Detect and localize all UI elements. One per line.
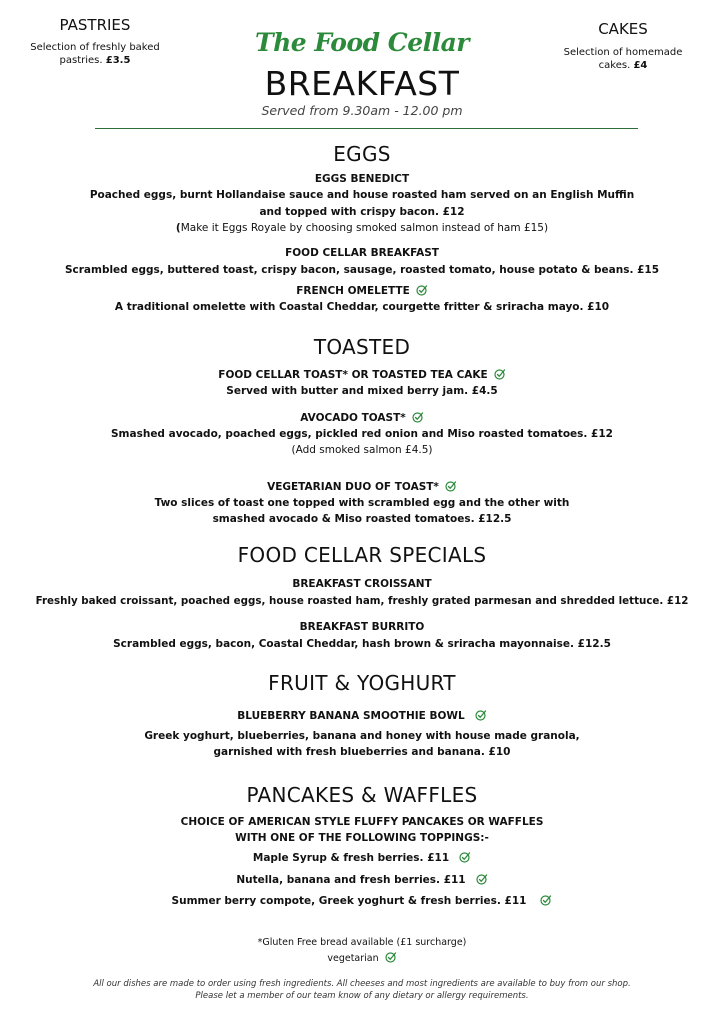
vegetarian-icon (494, 368, 506, 380)
served-hours: Served from 9.30am - 12.00 pm (261, 103, 463, 118)
page-title: BREAKFAST (264, 64, 460, 103)
section-eggs-heading: EGGS (333, 142, 391, 166)
item-vegetarian-duo (0, 480, 724, 493)
logo: The Food Cellar (255, 28, 469, 57)
item-vegetarian-duo-desc1: Two slices of toast one topped with scrambled egg and the other with (154, 497, 570, 509)
item-avocado-toast-note: (Add smoked salmon £4.5) (291, 444, 433, 456)
item-food-cellar-breakfast-name: FOOD CELLAR BREAKFAST (285, 247, 439, 259)
item-breakfast-croissant-name: BREAKFAST CROISSANT (292, 578, 432, 590)
item-breakfast-burrito-name: BREAKFAST BURRITO (299, 621, 425, 633)
footer-line2: Please let a member of our team know of any dietary or allergy requirements. (195, 991, 529, 1001)
item-smoothie-bowl (0, 709, 724, 722)
vegetarian-icon (540, 894, 552, 906)
vegetarian-legend-label: vegetarian (327, 953, 379, 964)
vegetarian-icon (416, 284, 428, 296)
pancake-topping-1: Maple Syrup & fresh berries. £11 (0, 851, 724, 866)
item-vegetarian-duo-desc2: smashed avocado & Miso roasted tomatoes. £12.5 (212, 513, 512, 525)
item-eggs-benedict-name: EGGS BENEDICT (314, 173, 410, 185)
item-breakfast-croissant-desc: Freshly baked croissant, poached eggs, house roasted ham, freshly grated parmesan and shredded lettuce. £12 (35, 595, 689, 607)
gluten-free-note: *Gluten Free bread available (£1 surcharge) (257, 937, 467, 948)
item-food-cellar-toast (0, 368, 724, 381)
item-eggs-benedict-desc1: Poached eggs, burnt Hollandaise sauce and house roasted ham served on an English Muffin (89, 189, 635, 201)
item-eggs-benedict-note: (Make it Eggs Royale by choosing smoked salmon instead of ham £15) (175, 222, 549, 234)
item-smoothie-bowl-desc2: garnished with fresh blueberries and banana. £10 (213, 746, 511, 758)
item-eggs-benedict-desc2: and topped with crispy bacon. £12 (259, 206, 465, 218)
cakes-desc-line1: Selection of homemade (563, 47, 683, 58)
vegetarian-icon (412, 411, 424, 423)
item-breakfast-burrito-desc: Scrambled eggs, bacon, Coastal Cheddar, hash brown & sriracha mayonnaise. £12.5 (113, 638, 611, 650)
section-pancakes-heading: PANCAKES & WAFFLES (246, 783, 478, 807)
cakes-desc-line2: cakes. £4 (598, 60, 648, 71)
cakes-price: £4 (633, 60, 648, 71)
item-food-cellar-toast-desc: Served with butter and mixed berry jam. £4.5 (226, 385, 498, 397)
item-avocado-toast-name: AVOCADO TOAST* (300, 412, 406, 424)
vegetarian-legend (0, 951, 724, 964)
vegetarian-icon (459, 851, 471, 863)
header-divider (95, 128, 638, 129)
pancakes-choice-line2: WITH ONE OF THE FOLLOWING TOPPINGS:- (235, 832, 489, 844)
pastries-title: PASTRIES (59, 16, 131, 34)
item-avocado-toast-desc: Smashed avocado, poached eggs, pickled red onion and Miso roasted tomatoes. £12 (111, 428, 613, 440)
item-french-omelette (0, 284, 724, 297)
pancake-topping-2: Nutella, banana and fresh berries. £11 (0, 873, 724, 888)
vegetarian-icon (385, 951, 397, 963)
pastries-desc-line2: pastries. £3.5 (59, 55, 131, 66)
item-french-omelette-name: FRENCH OMELETTE (296, 285, 410, 297)
pancakes-choice-line1: CHOICE OF AMERICAN STYLE FLUFFY PANCAKES OR WAFFLES (180, 816, 544, 828)
item-smoothie-bowl-name: BLUEBERRY BANANA SMOOTHIE BOWL (237, 710, 465, 722)
item-vegetarian-duo-name: VEGETARIAN DUO OF TOAST* (267, 481, 439, 493)
item-food-cellar-breakfast-desc: Scrambled eggs, buttered toast, crispy bacon, sausage, roasted tomato, house potato & beans. £15 (64, 264, 660, 276)
item-avocado-toast (0, 411, 724, 424)
footer-line1: All our dishes are made to order using fresh ingredients. All cheeses and most ingredients are available to buy from our shop. (93, 979, 631, 989)
vegetarian-icon (445, 480, 457, 492)
vegetarian-icon (475, 709, 487, 721)
pancake-topping-3: Summer berry compote, Greek yoghurt & fresh berries. £11 (0, 894, 724, 909)
pastries-desc-line1: Selection of freshly baked (30, 42, 160, 53)
section-toasted-heading: TOASTED (313, 335, 411, 359)
cakes-title: CAKES (598, 20, 648, 38)
pastries-price: £3.5 (105, 55, 131, 66)
section-fruit-heading: FRUIT & YOGHURT (268, 671, 456, 695)
item-food-cellar-toast-name: FOOD CELLAR TOAST* OR TOASTED TEA CAKE (218, 369, 488, 381)
section-specials-heading: FOOD CELLAR SPECIALS (237, 543, 487, 567)
item-french-omelette-desc: A traditional omelette with Coastal Cheddar, courgette fritter & sriracha mayo. £10 (114, 301, 610, 313)
item-smoothie-bowl-desc1: Greek yoghurt, blueberries, banana and honey with house made granola, (144, 730, 580, 742)
vegetarian-icon (476, 873, 488, 885)
